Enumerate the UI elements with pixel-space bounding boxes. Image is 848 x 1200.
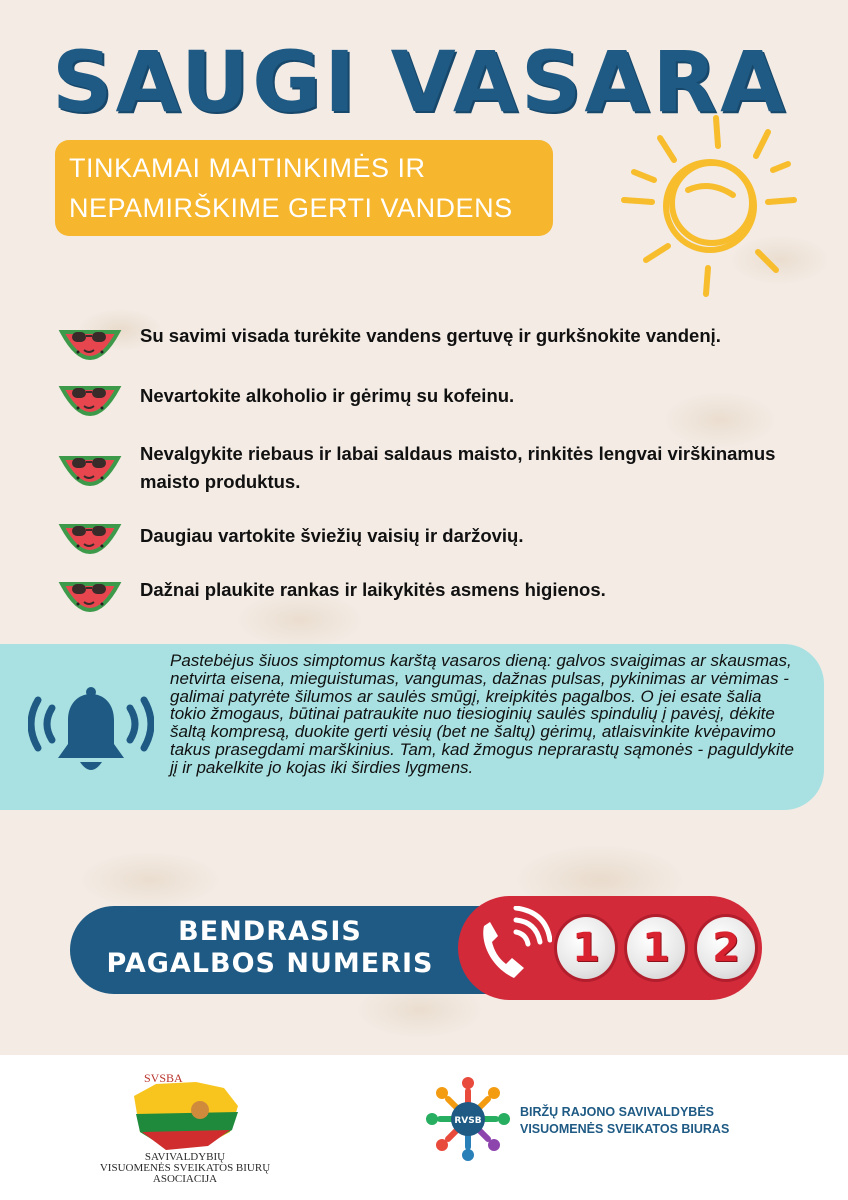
watermelon-sunglasses-icon [58,448,122,496]
emergency-label [70,916,470,980]
watermelon-sunglasses-icon [58,516,122,564]
sun-icon [618,110,798,300]
tip-text: Nevartokite alkoholio ir gėrimų su kofeinu. [140,385,515,406]
watermelon-sunglasses-icon [58,574,122,622]
birzai-name [520,1104,780,1138]
svsba-name-line-1: SAVIVALDYBIŲ [144,1151,226,1163]
emergency-digit[interactable]: 1 [554,914,618,982]
watermelon-sunglasses-icon [58,322,122,370]
svsba-name-line-2: VISUOMENĖS SVEIKATOS BIURŲ [99,1162,271,1174]
phone-ringing-icon[interactable] [470,906,552,990]
svsba-name [60,1152,310,1185]
birzai-name-line-1: BIRŽŲ RAJONO SAVIVALDYBĖS [520,1105,715,1119]
tip-item [58,440,790,496]
tip-item [58,322,790,370]
tip-text: Dažnai plaukite rankas ir laikykitės asmens higienos. [140,579,606,600]
emergency-digit[interactable]: 1 [624,914,688,982]
svsba-name-line-3: ASOCIACIJA [152,1173,218,1185]
svsba-logo-text: SVSBA [144,1071,183,1085]
emergency-label-line-2: PAGALBOS NUMERIS [106,948,434,979]
watermelon-sunglasses-icon [58,378,122,426]
emergency-label-line-1: BENDRASIS [178,916,362,947]
tip-item [58,378,790,426]
birzai-name-line-2: VISUOMENĖS SVEIKATOS BIURAS [520,1122,730,1136]
birzai-logo [424,1075,512,1163]
svsba-logo [126,1066,246,1156]
subtitle-line-2: NEPAMIRŠKIME GERTI VANDENS [69,193,513,223]
subtitle-line-1: TINKAMAI MAITINKIMĖS IR [69,153,426,183]
tip-text: Su savimi visada turėkite vandens gertuvę ir gurkšnokite vandenį. [140,325,721,346]
birzai-logo-text: RVSB [454,1116,482,1126]
bell-alarm-icon [28,686,154,786]
page-title: SAUGI VASARA [52,33,789,131]
tip-item [58,574,790,622]
symptoms-text: Pastebėjus šiuos simptomus karštą vasaros dieną: galvos svaigimas ar skausmas, netvirta eisena, mieguistumas, vangumas, dažnas pulsas, pykinimas ar vėmimas - galimai patyrėte šilumos ar saulės smūgį, kreipkitės pagalbos. O jei esate šalia tokio žmogaus, būtinai patraukite nuo tiesioginių saulės spindulių į pavėsį, dėkite šaltą kompresą, duokite gerti vėsių (bet ne šaltų) gėrimų, atlaisvinkite kvėpavimo takus prasegdami marškinius. Tam, kad žmogus neprarastų sąmonės - paguldykite jį ir pakelkite jo kojas iki širdies lygmens. [170,651,794,777]
tip-item [58,516,790,564]
tip-text: Daugiau vartokite šviežių vaisių ir daržovių. [140,525,524,546]
emergency-digit[interactable]: 2 [694,914,758,982]
subtitle-banner [55,140,553,236]
tip-text: Nevalgykite riebaus ir labai saldaus maisto, rinkitės lengvai virškinamus maisto produktus. [140,443,776,492]
